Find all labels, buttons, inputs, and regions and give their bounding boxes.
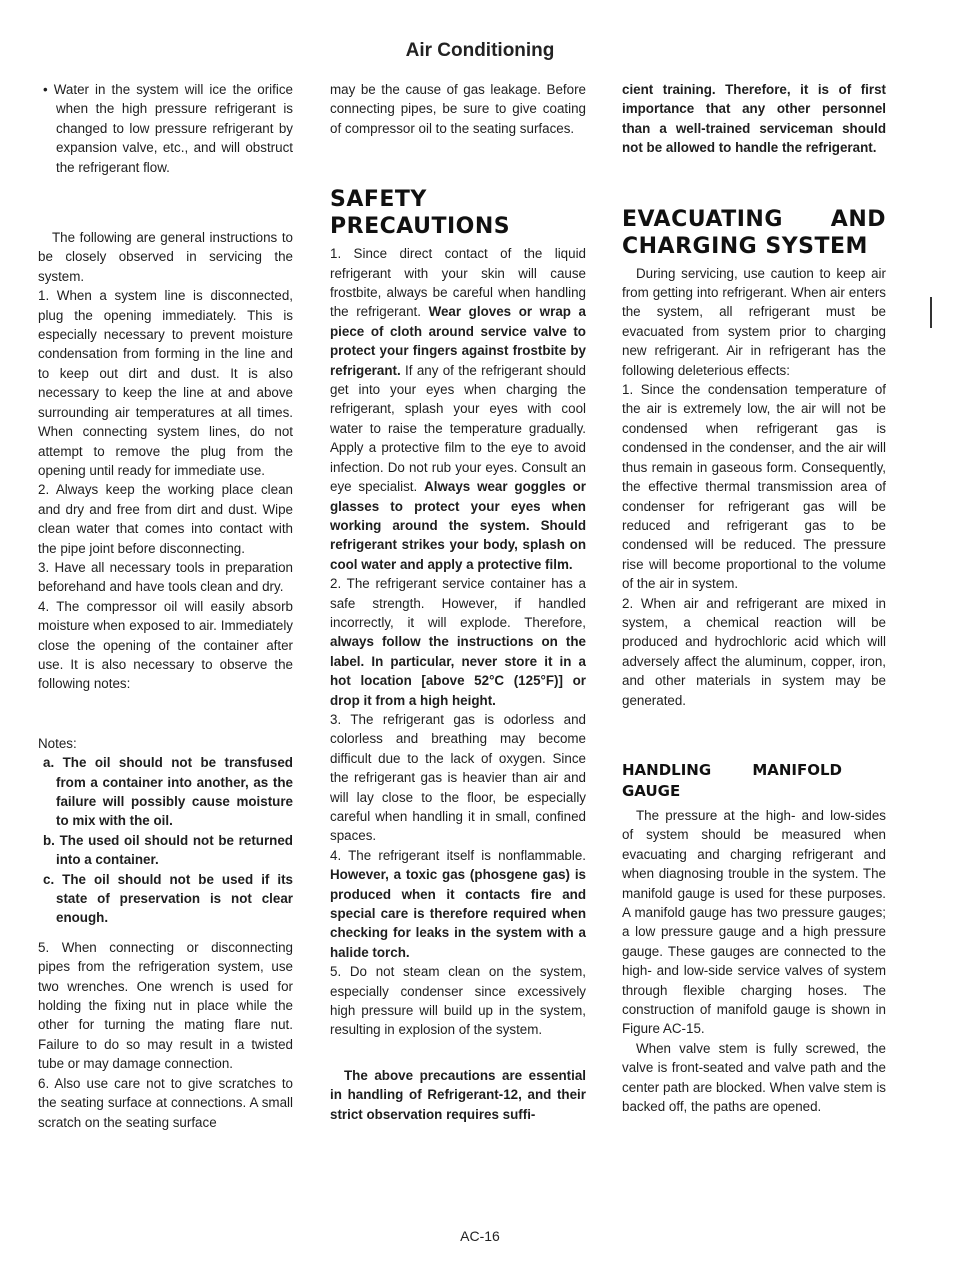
evacuating-1: 1. Since the condensation temperature of the air is extremely low, the air will not be condensed when refrigerant gas is condensed in the condenser, and the air will thus remain in gaseous form. Consequently, the effective thermal transmission area of condenser for refrigerant gas will be reduced and refrigerant gas to be condensed will be reduced. The pressure rise will become proportional to the volume of the air in system. (622, 382, 886, 592)
safety-5: 5. Do not steam clean on the system, especially condenser since excessively high pressure will build up in the system, resulting in explosion of the system. (330, 964, 586, 1038)
evacuating-2: 2. When air and refrigerant are mixed in system, a chemical reaction will be produced and hydrochloric acid which will adversely affect the aluminum, copper, iron, and other materials in system may be generated. (622, 595, 886, 708)
continuation-paragraph: may be the cause of gas leakage. Before connecting pipes, be sure to give coating of compressor oil to the seating surfaces. (330, 82, 586, 136)
note-b: b. The used oil should not be returned into a container. (43, 832, 293, 868)
intro-paragraph: The following are general instructions to be closely observed in servicing the system. (38, 230, 293, 284)
safety-4-text: 4. The refrigerant itself is nonflammable. (330, 847, 586, 863)
safety-2 (330, 574, 586, 710)
note-c: c. The oil should not be used if its state of preservation is not clear enough. (43, 871, 293, 926)
instruction-6: 6. Also use care not to give scratches to the seating surface at connections. A small scratch on the seating surface (38, 1075, 293, 1130)
closing-paragraph: The above precautions are essential in handling of Refrigerant-12, and their strict observation requires suffi- (330, 1067, 586, 1122)
manifold-paragraph-2: When valve stem is fully screwed, the valve is front-seated and valve path and the center path are blocked. When valve stem is backed off, the paths are opened. (622, 1040, 886, 1115)
safety-3: 3. The refrigerant gas is odorless and colorless and breathing may become difficult due to the lack of oxygen. Since the refrigerant gas is heavier than air and will lay close to the floor, be especially careful when handling it in small, confined spaces. (330, 711, 586, 844)
manifold-paragraph-1: The pressure at the high- and low-sides of system should be measured when evacuating and charging refrigerant and when diagnosing trouble in the system. The manifold gauge is used for these purposes. A manifold gauge has two pressure gauges; a low pressure gauge and a high pressure gauge. These gauges are connected to the high- and low-side service valves of system through flexible charging hoses. The construction of manifold gauge is shown in Figure AC-15. (622, 807, 886, 1037)
column-right (622, 80, 886, 1116)
note-a: a. The oil should not be transfused from a container into another, as the failure will possibly cause moisture to mix with the oil. (43, 755, 293, 829)
safety-1-text: 1. Since direct contact of the liquid refrigerant with your skin will cause frostbite, always be careful when handling the refrigerant. (330, 246, 586, 320)
bullet-paragraph: • Water in the system will ice the orifice when the high pressure refrigerant is changed to low pressure refrigerant by expansion valve, etc., and will obstruct the refrigerant flow. (43, 82, 293, 175)
column-middle (330, 80, 586, 1124)
instruction-2: 2. Always keep the working place clean and dry and free from dirt and dust. Wipe clean water that comes into contact with the pipe joint before disconnecting. (38, 482, 293, 556)
instruction-5: 5. When connecting or disconnecting pipes from the refrigeration system, use two wrenches. One wrench is used for holding the fixing nut in place while the other for turning the mating flare nut. Failure to do so may result in a twisted tube or may damage connection. (38, 939, 293, 1072)
safety-1-text-2: If any of the refrigerant should get into your eyes when charging the refrigerant, splash your eyes with cool water to raise the temperature gradually. Apply a protective film to the eye to avoid infection. Do not rub your eyes. Consult an eye specialist. (330, 362, 586, 495)
safety-2-bold: always follow the instructions on the label. In particular, never store it in a hot location [above 52°C (125°F)] or drop it from a high height. (330, 634, 586, 708)
page-header: Air Conditioning (405, 40, 555, 61)
manifold-heading: HANDLING MANIFOLD GAUGE (622, 760, 842, 800)
instruction-4: 4. The compressor oil will easily absorb moisture when exposed to air. Immediately close the opening of the container after use. It is also necessary to observe the following notes: (38, 598, 293, 692)
page-number: AC-16 (460, 1228, 500, 1244)
instruction-3: 3. Have all necessary tools in preparation beforehand and have tools clean and dry. (38, 559, 293, 595)
column-left (38, 80, 293, 1132)
safety-2-text: 2. The refrigerant service container has a safe strength. However, if handled incorrectly, it will explode. Therefore, (330, 576, 586, 630)
instruction-1: 1. When a system line is disconnected, plug the opening immediately. This is especially necessary to prevent moisture condensation from forming in the line and to keep out dirt and dust. It is also necessary to keep the line at and above surrounding air temperatures at all times. When connecting system lines, do not attempt to remove the plug from the opening until ready for immediate use. (38, 288, 293, 478)
bullet-text: Water in the system will ice the orifice when the high pressure refrigerant is changed to low pressure refrigerant by expansion valve, etc., and will obstruct the refrigerant flow. (53, 82, 293, 175)
safety-1 (330, 244, 586, 574)
safety-4-bold: However, a toxic gas (phosgene gas) is produced when it contacts fire and special care is therefore required when checking for leaks in the system with a halide torch. (330, 867, 586, 960)
evacuating-intro: During servicing, use caution to keep air from getting into refrigerant. When air enters the system, all refrigerant must be evacuated from system prior to charging new refrigerant. Air in refrigerant has the following deleterious effects: (622, 265, 886, 378)
safety-1-bold: Wear gloves or wrap a piece of cloth around service valve to protect your fingers against frostbite by refrigerant. (330, 304, 586, 378)
notes-label: Notes: (38, 735, 77, 751)
evacuating-heading: EVACUATING AND CHARGING SYSTEM (622, 206, 886, 259)
margin-mark (930, 297, 932, 328)
safety-heading: SAFETY PRECAUTIONS (330, 187, 511, 240)
safety-4 (330, 846, 586, 962)
safety-1-bold-2: Always wear goggles or glasses to protect your eyes when working around the system. Should refrigerant strikes your body, splash on cool water and apply a protective film. (330, 479, 586, 572)
continuation-paragraph: cient training. Therefore, it is of first importance that any other personnel than a well-trained serviceman should not be allowed to handle the refrigerant. (622, 82, 886, 156)
